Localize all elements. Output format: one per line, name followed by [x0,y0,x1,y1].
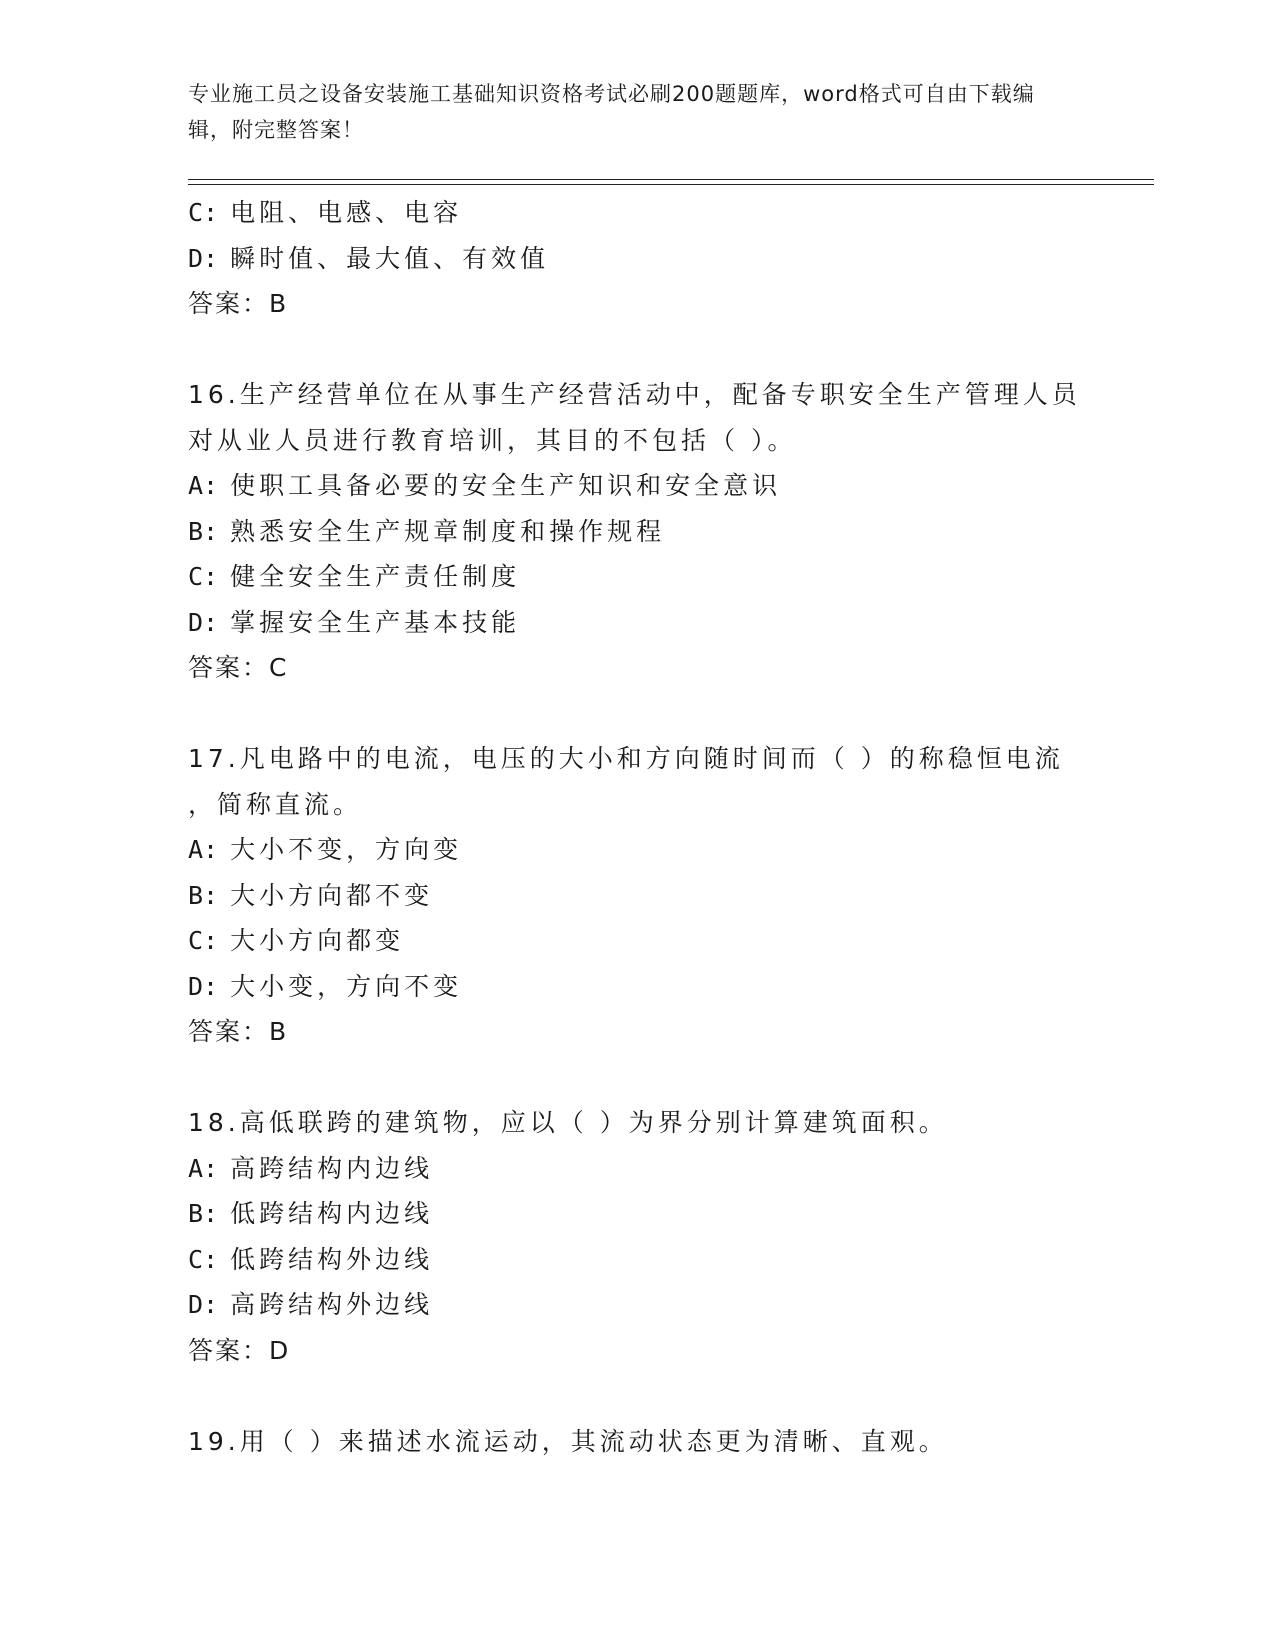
option-a: A: 大小不变，方向变 [188,835,463,864]
option-b: B: 大小方向都不变 [188,880,434,910]
spacer [188,1373,1088,1419]
question-stem: 16.生产经营单位在从事生产经营活动中，配备专职安全生产管理人员 [188,380,1081,409]
answer: 答案：B [188,1017,289,1046]
option-c: C: 大小方向都变 [188,926,405,955]
question-content [188,190,1088,1464]
answer: 答案：C [188,653,289,682]
option-c: C: 低跨结构外边线 [188,1244,434,1274]
header-title: 专业施工员之设备安装施工基础知识资格考试必刷200题题库，word格式可自由下载编辑，附完整答案！ [188,82,1035,142]
spacer [188,327,1088,373]
option-c: C: 健全安全生产责任制度 [188,562,521,591]
option-c: C: 电阻、电感、电容 [188,198,463,227]
document-header [188,76,1068,148]
question-stem: 18.高低联跨的建筑物，应以（ ）为界分别计算建筑面积。 [188,1108,948,1137]
option-d: D: 瞬时值、最大值、有效值 [188,243,550,273]
option-d: D: 大小变，方向不变 [188,971,463,1001]
option-d: D: 高跨结构外边线 [188,1290,434,1319]
question-stem: ，简称直流。 [188,789,363,819]
question-stem: 19.用（ ）来描述水流运动，其流动状态更为清晰、直观。 [188,1426,948,1456]
answer: 答案：B [188,289,289,318]
option-a: A: 使职工具备必要的安全生产知识和安全意识 [188,471,782,500]
question-stem: 17.凡电路中的电流，电压的大小和方向随时间而（ ）的称稳恒电流 [188,744,1064,773]
option-a: A: 高跨结构内边线 [188,1153,434,1183]
option-d: D: 掌握安全生产基本技能 [188,607,521,637]
answer: 答案：D [188,1335,291,1365]
option-b: B: 熟悉安全生产规章制度和操作规程 [188,516,666,546]
header-rule-bottom [188,184,1154,185]
spacer [188,1055,1088,1101]
spacer [188,691,1088,737]
option-b: B: 低跨结构内边线 [188,1199,434,1228]
header-rule-top [188,179,1154,180]
question-stem: 对从业人员进行教育培训，其目的不包括（ ）。 [188,425,797,455]
